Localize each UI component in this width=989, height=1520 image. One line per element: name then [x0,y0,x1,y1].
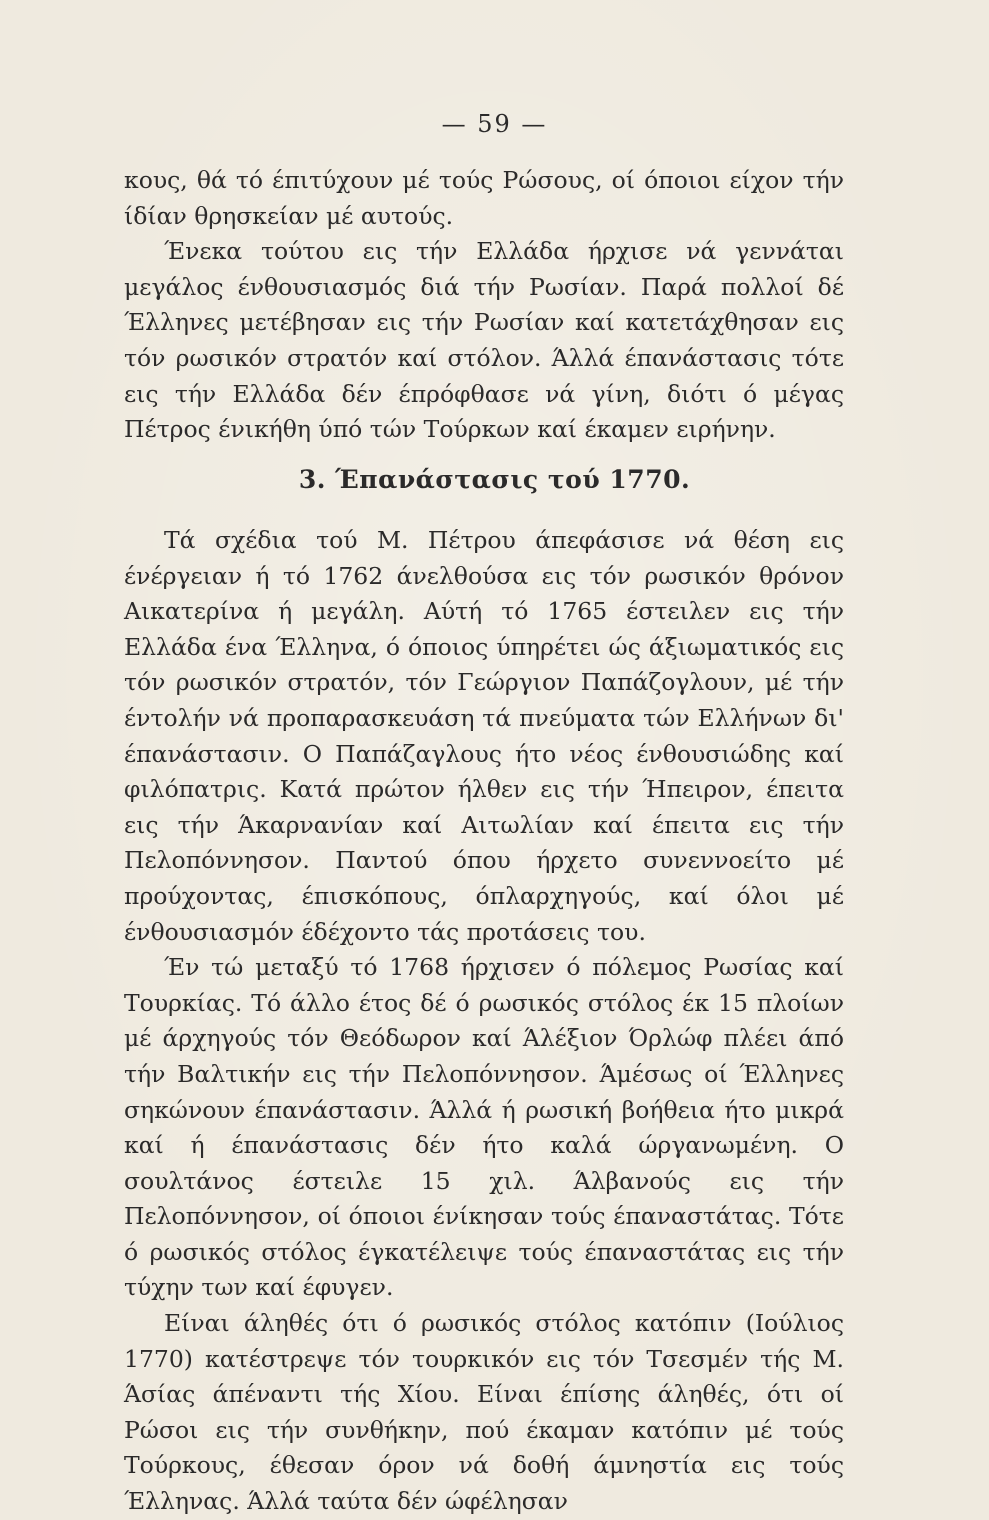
section-text-block [124,523,844,1520]
page-number: — 59 — [441,110,548,138]
paragraph: Είναι άληθές ότι ό ρωσικός στόλος κατόπιν (Ιούλιος 1770) κατέστρεψε τόν τουρκικόν εις τόν Τσεσμέν τής Μ. Άσίας άπέναντι τής Χίου. Είναι έπίσης άληθές, ότι οί Ρώσοι εις τήν συνθήκην, πού έκαμαν κατόπιν μέ τούς Τούρκους, έθεσαν όρον νά δοθή άμνηστία εις τούς Έλληνας. Άλλά ταύτα δέν ώφέλησαν [124,1309,844,1516]
paragraph: κους, θά τό έπιτύχουν μέ τούς Ρώσους, οί όποιοι είχον τήν ίδίαν θρησκείαν μέ αυτούς. [124,166,844,230]
top-text-block [124,163,844,448]
paragraph: Τά σχέδια τού Μ. Πέτρου άπεφάσισε νά θέση εις ένέργειαν ή τό 1762 άνελθούσα εις τόν ρωσικόν θρόνον Αικατερίνα ή μεγάλη. Αύτή τό 1765 έστειλεν εις τήν Ελλάδα ένα Έλληνα, ό όποιος ύπηρέτει ώς άξιωματικός εις τόν ρωσικόν στρατόν, τόν Γεώργιον Παπάζογλουν, μέ τήν έντολήν νά προπαρασκευάση τά πνεύματα τών Ελλήνων δι' έπανάστασιν. Ο Παπάζαγλους ήτο νέος ένθουσιώδης καί φιλόπατρις. Κατά πρώτον ήλθεν εις τήν Ήπειρον, έπειτα εις τήν Άκαρνανίαν καί Αιτωλίαν καί έπειτα εις τήν Πελοπόννησον. Παντού όπου ήρχετο συνεννοείτο μέ προύχοντας, έπισκόπους, όπλαρχηγούς, καί όλοι μέ ένθουσιασμόν έδέχοντο τάς προτάσεις του. [124,526,844,946]
section-heading: 3. Έπανάστασις τού 1770. [298,465,691,494]
paragraph: Ένεκα τούτου εις τήν Ελλάδα ήρχισε νά γεννάται μεγάλος ένθουσιασμός διά τήν Ρωσίαν. Παρά πολλοί δέ Έλληνες μετέβησαν εις τήν Ρωσίαν καί κατετάχθησαν εις τόν ρωσικόν στρατόν καί στόλον. Άλλά έπανάστασις τότε εις τήν Ελλάδα δέν έπρόφθασε νά γίνη, διότι ό μέγας Πέτρος ένικήθη ύπό τών Τούρκων καί έκαμεν ειρήνην. [124,237,844,444]
paragraph: Έν τώ μεταξύ τό 1768 ήρχισεν ό πόλεμος Ρωσίας καί Τουρκίας. Τό άλλο έτος δέ ό ρωσικός στόλος έκ 15 πλοίων μέ άρχηγούς τόν Θεόδωρον καί Άλέξιον Όρλώφ πλέει άπό τήν Βαλτικήν εις τήν Πελοπόννησον. Άμέσως οί Έλληνες σηκώνουν έπανάστασιν. Άλλά ή ρωσική βοήθεια ήτο μικρά καί ή έπανάστασις δέν ήτο καλά ώργανωμένη. Ο σουλτάνος έστειλε 15 χιλ. Άλβανούς εις τήν Πελοπόννησον, οί όποιοι ένίκησαν τούς έπαναστάτας. Τότε ό ρωσικός στόλος έγκατέλειψε τούς έπαναστάτας εις τήν τύχην των καί έφυγεν. [124,953,844,1302]
